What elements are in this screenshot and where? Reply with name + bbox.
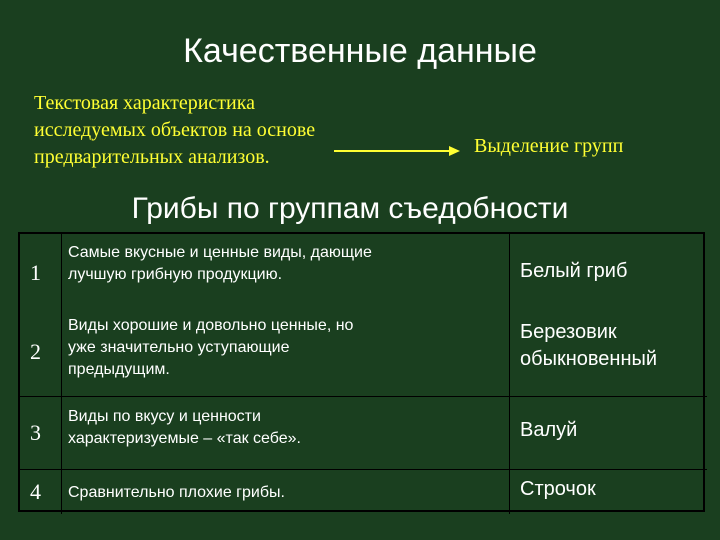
table-row-description: Сравнительно плохие грибы.: [62, 470, 510, 514]
description-text: Текстовая характеристика исследуемых объектов на основе предварительных анализов.: [34, 92, 316, 168]
group-selection-label: Выделение групп: [474, 135, 624, 157]
table-row-example: Строчок: [520, 478, 596, 500]
table-row-number: 3: [20, 397, 62, 470]
table-row-number: 1: [20, 234, 62, 311]
table-row-description: Самые вкусные и ценные виды, дающие лучшую грибную продукцию.: [62, 234, 510, 311]
table-row-example: Березовик обыкновенный: [510, 311, 707, 397]
table-row-example: Валуй: [510, 397, 707, 470]
table-row-description: Виды хорошие и довольно ценные, но уже значительно уступающие предыдущим.: [62, 311, 510, 397]
table-row-number: 2: [20, 311, 62, 397]
table-row-description: Виды по вкусу и ценности характеризуемые – «так себе».: [62, 397, 510, 470]
table-row-number: 4: [20, 470, 62, 514]
edibility-table: [18, 232, 705, 512]
table-row-example: Белый гриб: [520, 260, 628, 282]
slide-title: Качественные данные: [183, 32, 537, 70]
table-title: Грибы по группам съедобности: [131, 192, 569, 225]
arrow-right-icon: [334, 145, 460, 157]
